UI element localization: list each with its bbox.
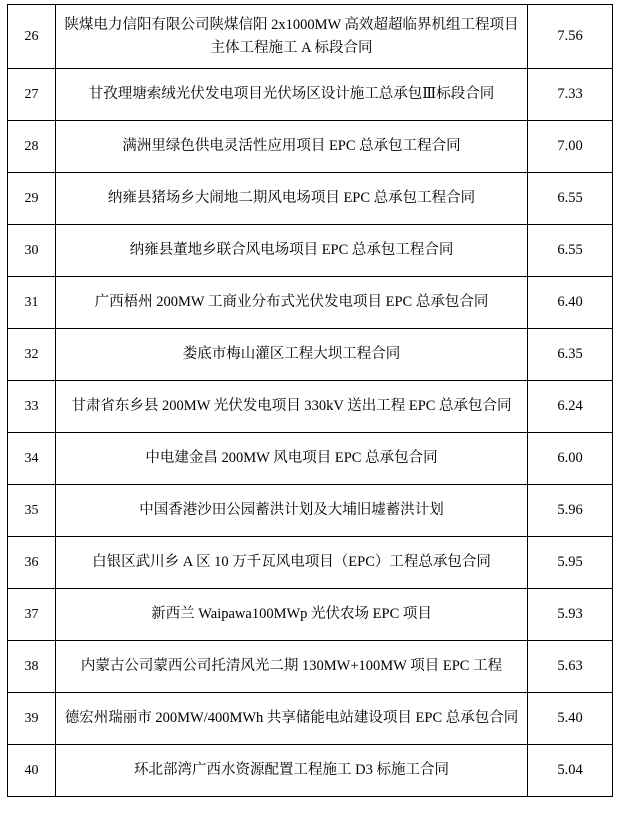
table-row (8, 173, 613, 225)
contract-name-line: 陕煤电力信阳有限公司陕煤信阳 2x1000MW 高效超超临界机组工程项目 (64, 17, 519, 34)
contract-name-line: 中电建金昌 200MW 风电项目 EPC 总承包合同 (145, 450, 438, 467)
row-index-cell: 39 (8, 693, 56, 745)
contract-name-line: 中国香港沙田公园蓄洪计划及大埔旧墟蓄洪计划 (139, 502, 444, 519)
row-index-cell: 31 (8, 277, 56, 329)
row-index-cell: 33 (8, 381, 56, 433)
row-index-cell: 34 (8, 433, 56, 485)
contract-name-cell (56, 381, 528, 433)
table-body (8, 5, 613, 797)
row-index-cell: 36 (8, 537, 56, 589)
amount-cell: 7.33 (528, 69, 613, 121)
amount-cell: 6.55 (528, 225, 613, 277)
contract-name-cell (56, 537, 528, 589)
contract-name-cell (56, 641, 528, 693)
contract-name-line: 纳雍县猪场乡大闹地二期风电场项目 EPC 总承包工程合同 (107, 190, 476, 207)
amount-cell: 6.55 (528, 173, 613, 225)
row-index-cell: 30 (8, 225, 56, 277)
amount-cell: 6.40 (528, 277, 613, 329)
row-index-cell: 38 (8, 641, 56, 693)
contract-name-cell (56, 589, 528, 641)
contract-name-line: 内蒙古公司蒙西公司托清风光二期 130MW+100MW 项目 EPC 工程 (80, 658, 503, 675)
row-index-cell: 28 (8, 121, 56, 173)
contract-name-line: 德宏州瑞丽市 200MW/400MWh 共享储能电站建设项目 EPC 总承包合同 (64, 710, 519, 727)
contract-name-cell (56, 277, 528, 329)
contract-name-line: 广西梧州 200MW 工商业分布式光伏发电项目 EPC 总承包合同 (94, 294, 489, 311)
row-index-cell: 27 (8, 69, 56, 121)
table-row (8, 329, 613, 381)
table-row (8, 277, 613, 329)
contract-name-cell (56, 121, 528, 173)
row-index-cell: 26 (8, 5, 56, 69)
table-row (8, 641, 613, 693)
row-index-cell: 32 (8, 329, 56, 381)
contract-name-line: 主体工程施工 A 标段合同 (210, 39, 373, 56)
contract-name-line: 新西兰 Waipawa100MWp 光伏农场 EPC 项目 (151, 606, 432, 623)
amount-cell: 5.04 (528, 745, 613, 797)
row-index-cell: 35 (8, 485, 56, 537)
row-index-cell: 40 (8, 745, 56, 797)
contract-name-cell (56, 225, 528, 277)
amount-cell: 7.00 (528, 121, 613, 173)
amount-cell: 5.63 (528, 641, 613, 693)
table-row (8, 693, 613, 745)
contract-name-cell (56, 5, 528, 69)
contract-table (7, 4, 613, 797)
row-index-cell: 37 (8, 589, 56, 641)
table-row (8, 745, 613, 797)
table-row (8, 381, 613, 433)
contract-name-cell (56, 693, 528, 745)
table-row (8, 121, 613, 173)
amount-cell: 7.56 (528, 5, 613, 69)
contract-name-line: 满洲里绿色供电灵活性应用项目 EPC 总承包工程合同 (122, 138, 461, 155)
row-index-cell: 29 (8, 173, 56, 225)
contract-name-line: 环北部湾广西水资源配置工程施工 D3 标施工合同 (134, 762, 449, 779)
table-row (8, 485, 613, 537)
contract-name-cell (56, 69, 528, 121)
amount-cell: 6.00 (528, 433, 613, 485)
contract-name-line: 甘孜理塘索绒光伏发电项目光伏场区设计施工总承包Ⅲ标段合同 (88, 86, 495, 103)
contract-name-cell (56, 329, 528, 381)
table-row (8, 5, 613, 69)
table-row (8, 537, 613, 589)
contract-name-cell (56, 433, 528, 485)
table-row (8, 225, 613, 277)
contract-name-line: 纳雍县董地乡联合风电场项目 EPC 总承包工程合同 (129, 242, 454, 259)
amount-cell: 5.40 (528, 693, 613, 745)
contract-name-line: 白银区武川乡 A 区 10 万千瓦风电项目（EPC）工程总承包合同 (92, 554, 491, 571)
contract-name-line: 甘肃省东乡县 200MW 光伏发电项目 330kV 送出工程 EPC 总承包合同 (71, 398, 512, 415)
contract-name-cell (56, 745, 528, 797)
contract-name-cell (56, 485, 528, 537)
amount-cell: 5.95 (528, 537, 613, 589)
contract-name-cell (56, 173, 528, 225)
document-page (0, 4, 619, 813)
table-row (8, 589, 613, 641)
amount-cell: 5.96 (528, 485, 613, 537)
table-row (8, 433, 613, 485)
amount-cell: 6.35 (528, 329, 613, 381)
table-row (8, 69, 613, 121)
amount-cell: 6.24 (528, 381, 613, 433)
amount-cell: 5.93 (528, 589, 613, 641)
contract-name-line: 娄底市梅山灌区工程大坝工程合同 (182, 346, 401, 363)
